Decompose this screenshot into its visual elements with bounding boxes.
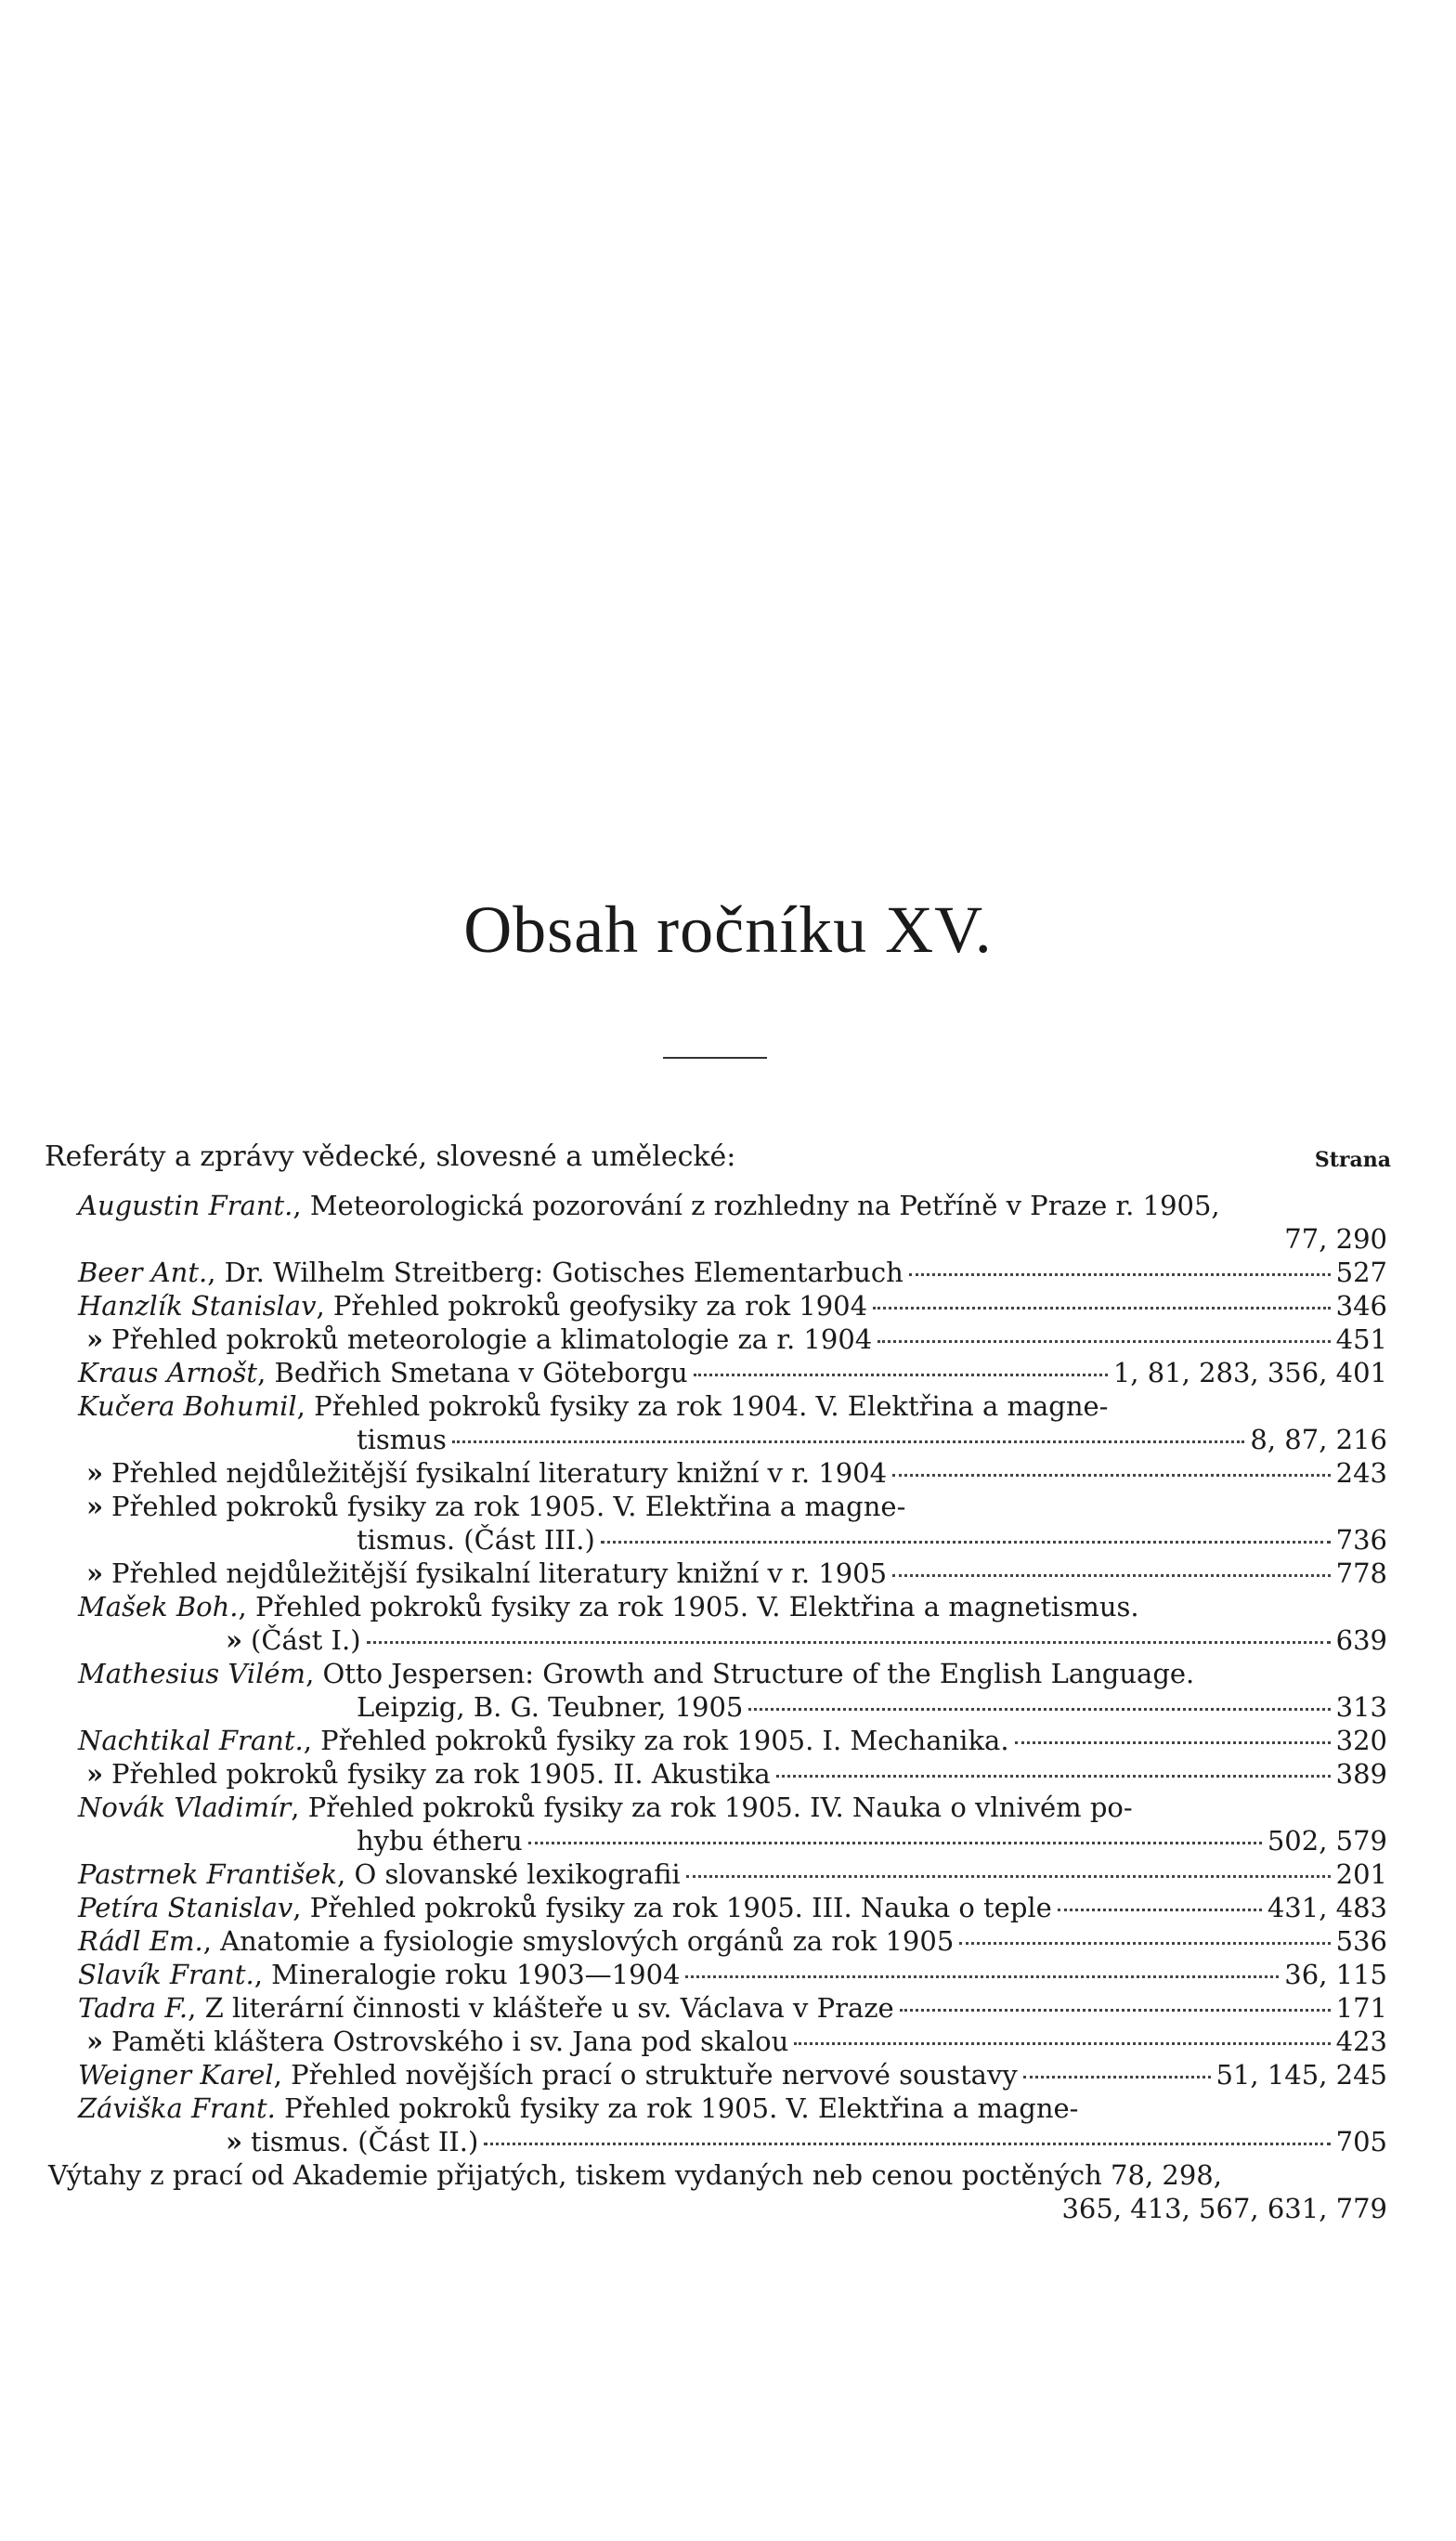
dot-leader <box>1015 1741 1331 1744</box>
entry-text <box>217 2125 478 2158</box>
entry-pages: 77, 290 <box>1284 1223 1387 1255</box>
ditto-mark: » <box>225 1624 243 1656</box>
entry-separator: , <box>238 1591 255 1622</box>
entry-title: Přehled pokroků fysiky za rok 1905. III. Nauka o teple <box>309 1892 1052 1923</box>
toc-entry <box>78 1991 1387 2025</box>
entry-pages: 346 <box>1335 1290 1387 1322</box>
entry-author: Petíra Stanislav <box>78 1892 293 1923</box>
entry-separator: , <box>292 1190 310 1221</box>
entry-separator: , <box>202 1925 221 1957</box>
entry-pages: 313 <box>1335 1691 1387 1723</box>
entry-line <box>78 1857 1387 1891</box>
toc-entry <box>78 1289 1387 1323</box>
dot-leader <box>878 1340 1330 1343</box>
entry-pages: 171 <box>1335 1992 1387 2024</box>
entry-author: Novák Vladimír <box>78 1792 292 1823</box>
dot-leader <box>892 1474 1331 1477</box>
entry-line <box>78 1724 1387 1757</box>
final-entry <box>48 2158 1387 2225</box>
entry-text <box>78 2058 1018 2091</box>
entry-title: Přehled novějších prací o struktuře nervové soustavy <box>291 2059 1018 2091</box>
title-rule <box>663 1057 767 1059</box>
entry-text <box>78 1991 894 2025</box>
entry-first-line <box>78 1389 1387 1423</box>
entry-line <box>78 1824 1387 1857</box>
entry-line <box>78 2025 1387 2058</box>
entry-title: O slovanské lexikografii <box>354 1858 681 1890</box>
entry-line <box>78 1256 1387 1289</box>
entry-title: Přehled nejdůležitější fysikalní literatury knižní v r. 1904 <box>111 1457 888 1489</box>
entry-text <box>78 1456 887 1490</box>
dot-leader <box>686 1875 1331 1878</box>
ditto-mark: » <box>85 2026 104 2057</box>
entry-author: Rádl Em. <box>78 1925 203 1957</box>
entry-title-cont: tismus. (Část II.) <box>251 2126 479 2157</box>
ditto-mark: » <box>85 1758 104 1790</box>
entry-title: Přehled pokroků fysiky za rok 1905. I. Mechanika. <box>320 1725 1009 1756</box>
entry-separator: , <box>254 1959 272 1990</box>
toc-entry <box>78 1657 1387 1724</box>
entry-separator: , <box>316 1290 333 1322</box>
entry-author: Kraus Arnošt <box>78 1357 258 1388</box>
entry-text <box>78 1256 904 1289</box>
entry-text <box>217 1623 361 1657</box>
entry-first-line <box>78 2091 1387 2125</box>
entry-author: Kučera Bohumil <box>78 1390 297 1422</box>
entry-author: Pastrnek František <box>78 1858 338 1890</box>
dot-leader <box>685 1975 1279 1978</box>
entry-line <box>78 1557 1387 1590</box>
entry-pages: 423 <box>1335 2026 1387 2057</box>
entry-separator: , <box>273 2059 292 2091</box>
dot-leader <box>959 1942 1330 1945</box>
entry-line <box>78 2058 1387 2091</box>
entry-author: Nachtikal Frant. <box>78 1725 304 1756</box>
entry-text <box>78 1356 688 1389</box>
ditto-mark: » <box>85 1557 104 1589</box>
entry-pages: 639 <box>1335 1624 1387 1656</box>
page-title: Obsah ročníku XV. <box>463 893 993 967</box>
entry-first-line <box>78 1657 1387 1690</box>
entry-author: Beer Ant. <box>78 1257 208 1288</box>
entry-separator: , <box>207 1257 225 1288</box>
entry-pages: 51, 145, 245 <box>1216 2059 1387 2091</box>
entry-title: Přehled pokroků fysiky za rok 1905. IV. Nauka o vlnivém po- <box>307 1792 1133 1823</box>
dot-leader <box>694 1374 1108 1376</box>
entry-separator: , <box>188 1992 205 2024</box>
toc-entry <box>78 2025 1387 2058</box>
entry-title-cont: (Část I.) <box>251 1624 361 1656</box>
entry-pages: 8, 87, 216 <box>1250 1424 1387 1455</box>
entry-pages: 320 <box>1335 1725 1387 1756</box>
entry-title-cont: hybu étheru <box>357 1825 523 1857</box>
entry-line <box>78 1456 1387 1490</box>
entry-separator <box>276 2092 284 2124</box>
entry-author: Tadra F. <box>78 1992 188 2024</box>
entry-title: Anatomie a fysiologie smyslových orgánů za rok 1905 <box>220 1925 955 1957</box>
dot-leader <box>892 1574 1331 1577</box>
entry-title: Přehled pokroků fysiky za rok 1905. V. Elektřina a magne- <box>111 1491 906 1522</box>
entry-title: Dr. Wilhelm Streitberg: Gotisches Elementarbuch <box>224 1257 904 1288</box>
ditto-mark: » <box>85 1457 104 1489</box>
entry-first-line <box>78 1590 1387 1623</box>
entry-author: Záviška Frant. <box>78 2092 276 2124</box>
entry-line <box>78 1289 1387 1323</box>
toc-entry <box>78 1757 1387 1791</box>
entry-pages: 502, 579 <box>1267 1825 1387 1857</box>
entry-title-cont: tismus <box>357 1424 447 1455</box>
ditto-mark: » <box>85 1323 104 1355</box>
entry-separator: , <box>257 1357 275 1388</box>
entry-title: Přehled pokroků fysiky za rok 1905. II. Akustika <box>111 1758 771 1790</box>
entry-pages: 201 <box>1335 1858 1387 1890</box>
entry-separator: , <box>296 1390 315 1422</box>
entry-pages: 389 <box>1335 1758 1387 1790</box>
dot-leader <box>909 1273 1331 1276</box>
dot-leader <box>484 2143 1330 2145</box>
toc-entry <box>78 1924 1387 1958</box>
toc-entry <box>78 1456 1387 1490</box>
entry-line <box>78 1991 1387 2025</box>
entry-author: Slavík Frant. <box>78 1959 254 1990</box>
dot-leader <box>1058 1909 1262 1911</box>
entry-title: Přehled pokroků meteorologie a klimatologie za r. 1904 <box>111 1323 873 1355</box>
entry-title: Paměti kláštera Ostrovského i sv. Jana pod skalou <box>111 2026 789 2057</box>
entry-first-line <box>78 1189 1387 1222</box>
dot-leader <box>528 1842 1262 1844</box>
dot-leader <box>776 1775 1331 1778</box>
entry-title: Přehled pokroků fysiky za rok 1905. V. Elektřina a magne- <box>284 2092 1079 2124</box>
toc-entry <box>78 1323 1387 1356</box>
toc-entries <box>0 1189 1456 2225</box>
toc-entry <box>78 1256 1387 1289</box>
entry-line <box>78 1690 1387 1724</box>
entry-text <box>78 1323 872 1356</box>
entry-text <box>78 1891 1052 1924</box>
entry-pages: 431, 483 <box>1267 1892 1387 1923</box>
toc-entry <box>78 1590 1387 1657</box>
entry-title: Otto Jespersen: Growth and Structure of the English Language. <box>322 1658 1195 1689</box>
entry-author: Mathesius Vilém <box>78 1658 306 1689</box>
entry-text <box>357 1423 447 1456</box>
toc-entry <box>78 1356 1387 1389</box>
entry-author: Weigner Karel <box>78 2059 274 2091</box>
entry-pages: 536 <box>1335 1925 1387 1957</box>
toc-entry <box>78 1958 1387 1991</box>
entry-text <box>78 1857 681 1891</box>
toc-entry <box>78 1389 1387 1456</box>
entry-first-line <box>78 1490 1387 1523</box>
entry-line <box>78 2125 1387 2158</box>
entry-line <box>78 1523 1387 1557</box>
entry-first-line <box>78 1791 1387 1824</box>
toc-entry <box>78 1857 1387 1891</box>
toc-entry <box>78 1891 1387 1924</box>
ditto-mark: » <box>225 2126 243 2157</box>
toc-entry <box>78 1557 1387 1590</box>
entry-line <box>78 1623 1387 1657</box>
entry-text <box>357 1690 743 1724</box>
final-pages: 365, 413, 567, 631, 779 <box>1061 2193 1387 2224</box>
entry-line <box>78 1423 1387 1456</box>
dot-leader <box>873 1307 1331 1310</box>
entry-text <box>78 1757 771 1791</box>
entry-line <box>78 1924 1387 1958</box>
toc-entry <box>78 1189 1387 1256</box>
dot-leader <box>367 1641 1331 1644</box>
entry-line <box>78 1958 1387 1991</box>
entry-title: Meteorologická pozorování z rozhledny na Petříně v Praze r. 1905, <box>309 1190 1220 1221</box>
entry-text <box>357 1523 595 1557</box>
entry-line <box>78 1891 1387 1924</box>
dot-leader <box>452 1440 1245 1443</box>
entry-text <box>78 2025 788 2058</box>
dot-leader <box>748 1708 1330 1711</box>
entry-line <box>78 1757 1387 1791</box>
entry-line <box>78 1356 1387 1389</box>
dot-leader <box>601 1541 1331 1544</box>
ditto-mark: » <box>85 1491 104 1522</box>
entry-pages: 736 <box>1335 1524 1387 1556</box>
toc-entry <box>78 2058 1387 2091</box>
entry-text <box>357 1824 523 1857</box>
entry-text <box>78 1289 867 1323</box>
page-column-label: Strana <box>1314 1148 1391 1172</box>
entry-author: Augustin Frant. <box>78 1190 293 1221</box>
entry-text <box>78 1724 1009 1757</box>
dot-leader <box>900 2009 1331 2012</box>
entry-title: Mineralogie roku 1903—1904 <box>271 1959 681 1990</box>
entry-pages: 778 <box>1335 1557 1387 1589</box>
entry-separator: , <box>292 1892 310 1923</box>
entry-title: Přehled nejdůležitější fysikalní literatury knižní v r. 1905 <box>111 1557 888 1589</box>
entry-text <box>78 1924 954 1958</box>
entry-title: Z literární činnosti v klášteře u sv. Václava v Praze <box>204 1992 894 2024</box>
entry-text <box>78 1958 680 1991</box>
entry-pages: 527 <box>1335 1257 1387 1288</box>
entry-line <box>78 1323 1387 1356</box>
entry-pages: 705 <box>1335 2126 1387 2157</box>
toc-entry <box>78 1791 1387 1857</box>
toc-entry <box>78 1724 1387 1757</box>
entry-separator: , <box>303 1725 321 1756</box>
entry-title-cont: tismus. (Část III.) <box>357 1524 595 1556</box>
entry-title: Přehled pokroků geofysiky za rok 1904 <box>332 1290 868 1322</box>
entry-separator: , <box>337 1858 355 1890</box>
entry-pages: 36, 115 <box>1284 1959 1387 1990</box>
entry-title: Přehled pokroků fysiky za rok 1905. V. Elektřina a magnetismus. <box>254 1591 1139 1622</box>
toc-entry <box>78 1490 1387 1557</box>
section-heading: Referáty a zprávy vědecké, slovesné a umělecké: <box>45 1140 736 1173</box>
dot-leader <box>794 2042 1330 2045</box>
entry-author: Mašek Boh. <box>78 1591 239 1622</box>
entry-pages: 1, 81, 283, 356, 401 <box>1112 1357 1387 1388</box>
entry-separator: , <box>291 1792 308 1823</box>
final-text: Výtahy z prací od Akademie přijatých, tiskem vydaných neb cenou poctěných 78, 298, <box>48 2159 1222 2191</box>
entry-author: Hanzlík Stanislav <box>78 1290 317 1322</box>
entry-title-cont: Leipzig, B. G. Teubner, 1905 <box>357 1691 744 1723</box>
toc-entry <box>78 2091 1387 2158</box>
entry-text <box>78 1557 887 1590</box>
entry-separator: , <box>306 1658 323 1689</box>
dot-leader <box>1023 2076 1211 2078</box>
entry-pages: 243 <box>1335 1457 1387 1489</box>
entry-title: Bedřich Smetana v Göteborgu <box>274 1357 688 1388</box>
entry-pages: 451 <box>1335 1323 1387 1355</box>
entry-title: Přehled pokroků fysiky za rok 1904. V. Elektřina a magne- <box>314 1390 1109 1422</box>
